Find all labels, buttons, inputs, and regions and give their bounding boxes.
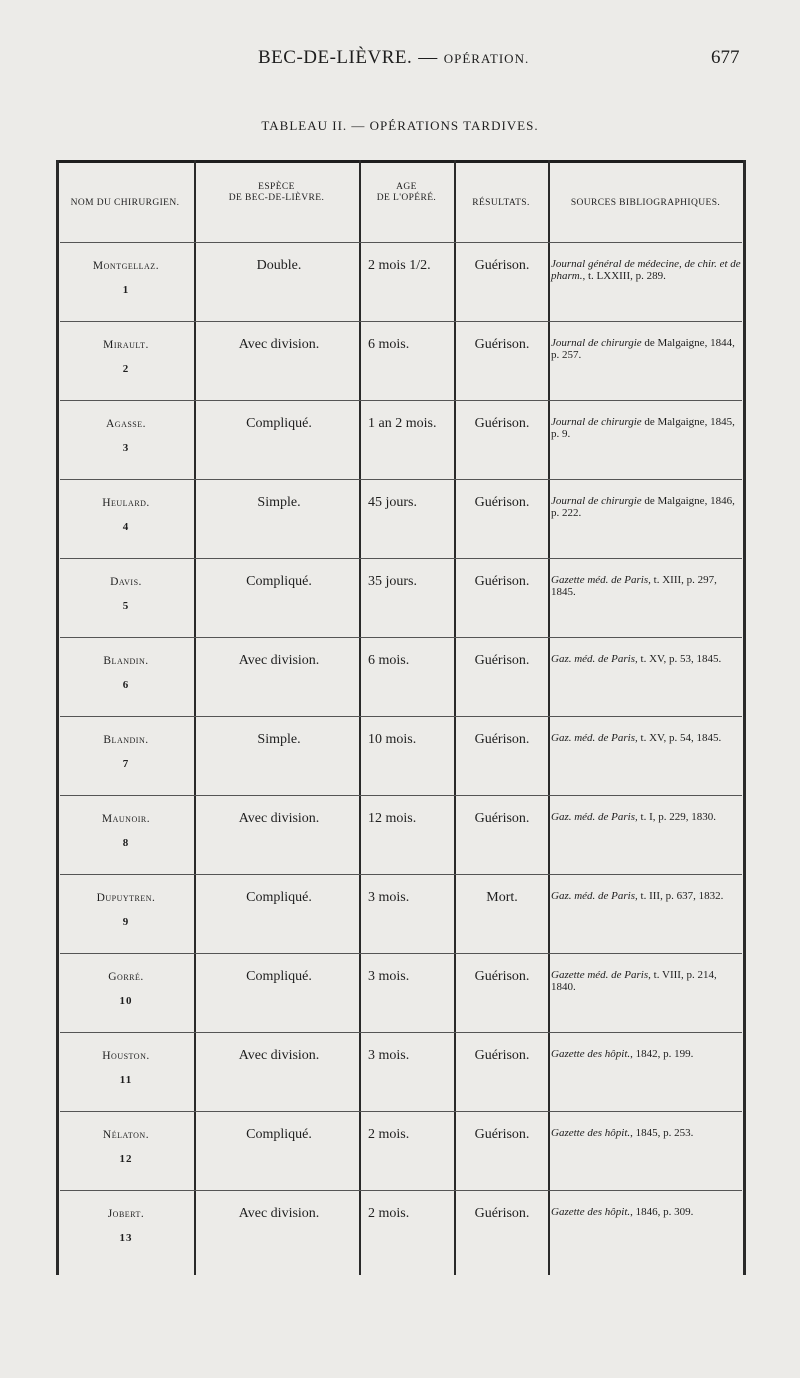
source-reference: , 1842, p. 199. (630, 1048, 694, 1060)
source-reference: t. III, p. 637, 1832. (637, 890, 724, 902)
source-journal: Gaz. méd. de Paris, (551, 732, 638, 744)
result: Mort. (486, 890, 518, 905)
row-number: 4 (122, 521, 130, 533)
result: Guérison. (474, 653, 530, 668)
row-number: 6 (122, 679, 130, 691)
surgeon-name: Jobert. (107, 1208, 145, 1220)
patient-age: 45 jours. (368, 495, 417, 510)
result: Guérison. (474, 574, 530, 589)
surgeon-name: Nélaton. (102, 1129, 150, 1141)
surgeon-name: Agasse. (105, 418, 147, 430)
source-journal: Gaz. méd. de Paris, (551, 811, 638, 823)
patient-age: 2 mois 1/2. (368, 258, 431, 273)
patient-age: 3 mois. (368, 890, 410, 905)
source-reference: , 1846, p. 309. (630, 1206, 694, 1218)
table-caption: TABLEAU II. — OPÉRATIONS TARDIVES. (261, 118, 539, 133)
source-reference: t. VIII, p. 214, 1840. (551, 969, 717, 993)
running-title-text: BEC-DE-LIÈVRE. (258, 47, 413, 68)
surgeon-name: Blandin. (103, 655, 149, 667)
cleft-kind: Compliqué. (246, 574, 312, 589)
table-row (56, 1032, 746, 1111)
source-journal: Journal général de médecine, de chir. et de pharm. (551, 258, 741, 282)
surgeon-name: Blandin. (103, 734, 149, 746)
source-reference: de Malgaigne, 1846, p. 222. (551, 495, 735, 519)
result: Guérison. (474, 732, 530, 747)
table-row (56, 479, 746, 558)
cleft-kind: Compliqué. (246, 890, 312, 905)
header-kind (194, 182, 359, 204)
cleft-kind: Compliqué. (246, 1127, 312, 1142)
result: Guérison. (474, 337, 530, 352)
bibliographic-source (551, 495, 743, 519)
table-row (56, 953, 746, 1032)
table-row (56, 400, 746, 479)
source-reference: t. XIII, p. 297, 1845. (551, 574, 717, 598)
running-subtitle: OPÉRATION. (443, 51, 530, 66)
table-row (56, 1190, 746, 1269)
table-row (56, 795, 746, 874)
surgeon-name: Montgellaz. (92, 260, 160, 272)
patient-age: 12 mois. (368, 811, 417, 826)
cleft-kind: Avec division. (238, 653, 320, 668)
result: Guérison. (474, 1048, 530, 1063)
cleft-kind: Simple. (257, 495, 301, 510)
source-journal: Gaz. méd. de Paris, (551, 890, 638, 902)
source-journal: Gazette méd. de Paris, (551, 574, 651, 586)
row-number: 2 (122, 363, 130, 375)
patient-age: 3 mois. (368, 1048, 410, 1063)
patient-age: 3 mois. (368, 969, 410, 984)
header-results: RÉSULTATS. (472, 198, 530, 208)
source-journal: Gazette des hôpit. (551, 1127, 631, 1139)
source-journal: Journal de chirurgie (551, 337, 642, 349)
table-row (56, 1111, 746, 1190)
bibliographic-source (551, 574, 743, 598)
cleft-kind: Simple. (257, 732, 301, 747)
cleft-kind: Avec division. (238, 337, 320, 352)
table-row (56, 242, 746, 321)
table-row (56, 716, 746, 795)
row-number: 10 (119, 995, 133, 1007)
header-age-line2: DE L'OPÉRÉ. (376, 193, 437, 203)
page-number: 677 (711, 47, 740, 68)
bibliographic-source (551, 1127, 743, 1139)
row-number: 1 (122, 284, 130, 296)
surgeon-name: Dupuytren. (96, 892, 156, 904)
source-reference: de Malgaigne, 1845, p. 9. (551, 416, 735, 440)
bibliographic-source (551, 258, 743, 282)
header-kind-line2: DE BEC-DE-LIÈVRE. (228, 193, 325, 203)
source-journal: Gaz. méd. de Paris, (551, 653, 638, 665)
source-reference: , 1845, p. 253. (630, 1127, 694, 1139)
row-number: 8 (122, 837, 130, 849)
header-age (359, 182, 454, 204)
row-number: 9 (122, 916, 130, 928)
cleft-kind: Avec division. (238, 1048, 320, 1063)
header-surgeon: NOM DU CHIRURGIEN. (70, 198, 180, 208)
header-sources: SOURCES BIBLIOGRAPHIQUES. (570, 198, 721, 208)
source-reference: t. XV, p. 53, 1845. (637, 653, 722, 665)
row-number: 13 (119, 1232, 133, 1244)
source-reference: t. XV, p. 54, 1845. (637, 732, 722, 744)
table-row (56, 321, 746, 400)
bibliographic-source (551, 811, 743, 823)
table-row (56, 637, 746, 716)
patient-age: 10 mois. (368, 732, 417, 747)
row-number: 7 (122, 758, 130, 770)
row-number: 12 (119, 1153, 133, 1165)
header-kind-line1: ESPÈCE (258, 182, 295, 192)
table-row (56, 558, 746, 637)
bibliographic-source (551, 732, 743, 744)
result: Guérison. (474, 1127, 530, 1142)
result: Guérison. (474, 416, 530, 431)
operations-table (56, 160, 746, 1275)
table-top-rule (56, 160, 746, 163)
bibliographic-source (551, 969, 743, 993)
surgeon-name: Gorré. (108, 971, 144, 983)
bibliographic-source (551, 416, 743, 440)
patient-age: 1 an 2 mois. (368, 416, 437, 431)
surgeon-name: Houston. (102, 1050, 150, 1062)
bibliographic-source (551, 653, 743, 665)
result: Guérison. (474, 495, 530, 510)
cleft-kind: Avec division. (238, 1206, 320, 1221)
source-journal: Journal de chirurgie (551, 495, 642, 507)
bibliographic-source (551, 890, 743, 902)
result: Guérison. (474, 258, 530, 273)
patient-age: 2 mois. (368, 1127, 410, 1142)
bibliographic-source (551, 1206, 743, 1218)
source-journal: Journal de chirurgie (551, 416, 642, 428)
row-number: 3 (122, 442, 130, 454)
surgeon-name: Davis. (110, 576, 142, 588)
source-reference: t. I, p. 229, 1830. (637, 811, 717, 823)
surgeon-name: Heulard. (102, 497, 150, 509)
result: Guérison. (474, 811, 530, 826)
surgeon-name: Maunoir. (101, 813, 151, 825)
result: Guérison. (474, 969, 530, 984)
surgeon-name: Mirault. (103, 339, 149, 351)
source-reference: , t. LXXIII, p. 289. (582, 270, 666, 282)
running-head (0, 47, 800, 73)
result: Guérison. (474, 1206, 530, 1221)
running-title (258, 47, 529, 69)
source-journal: Gazette méd. de Paris, (551, 969, 651, 981)
row-number: 11 (119, 1074, 133, 1086)
bibliographic-source (551, 1048, 743, 1060)
running-title-dash: — (418, 47, 438, 68)
header-age-line1: AGE (396, 182, 417, 192)
patient-age: 2 mois. (368, 1206, 410, 1221)
cleft-kind: Avec division. (238, 811, 320, 826)
cleft-kind: Double. (256, 258, 302, 273)
table-row (56, 874, 746, 953)
patient-age: 35 jours. (368, 574, 417, 589)
cleft-kind: Compliqué. (246, 416, 312, 431)
patient-age: 6 mois. (368, 337, 410, 352)
row-number: 5 (122, 600, 130, 612)
patient-age: 6 mois. (368, 653, 410, 668)
bibliographic-source (551, 337, 743, 361)
source-reference: de Malgaigne, 1844, p. 257. (551, 337, 735, 361)
source-journal: Gazette des hôpit. (551, 1048, 631, 1060)
source-journal: Gazette des hôpit. (551, 1206, 631, 1218)
cleft-kind: Compliqué. (246, 969, 312, 984)
